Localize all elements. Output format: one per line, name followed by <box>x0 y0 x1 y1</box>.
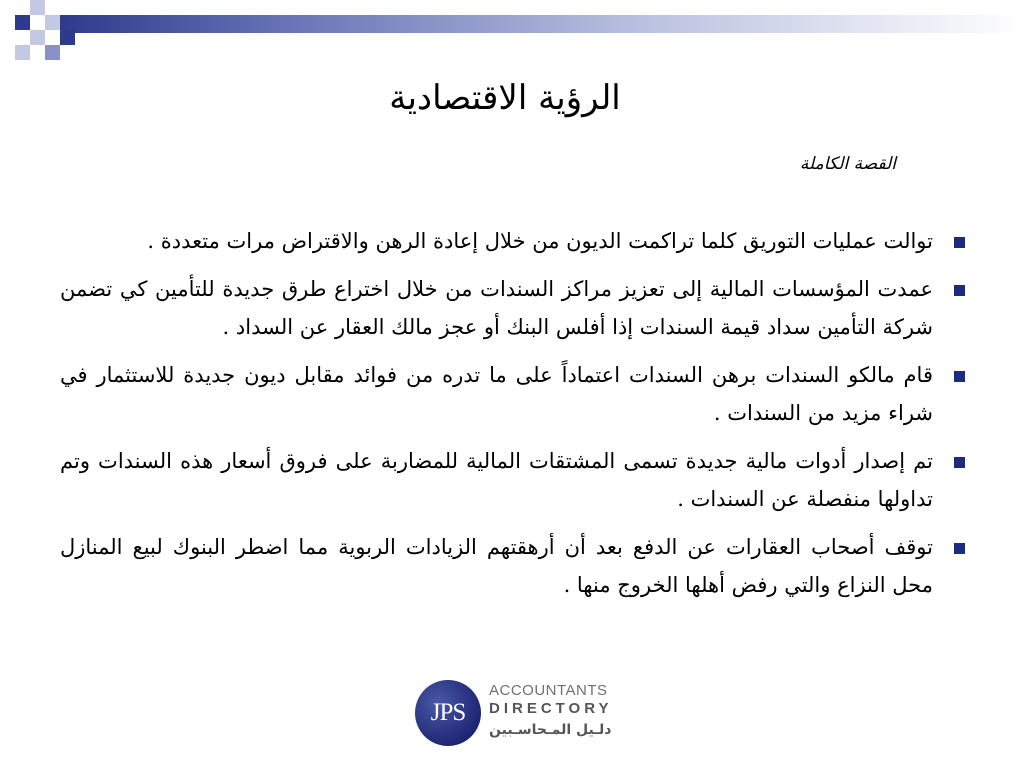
logo-arabic-text: دلـيل المـحاسـبين <box>489 722 612 738</box>
bullet-text: تم إصدار أدوات مالية جديدة تسمى المشتقات المالية للمضاربة على فروق أسعار هذه السندات وتم تداولها منفصلة عن السندات . <box>60 449 933 511</box>
decor-square <box>15 15 30 30</box>
bullet-item <box>60 528 965 604</box>
bullet-item <box>60 442 965 518</box>
square-bullet-icon <box>954 237 965 248</box>
jps-logo <box>415 680 635 750</box>
header-band <box>60 15 1024 33</box>
square-bullet-icon <box>954 457 965 468</box>
slide-title: الرؤية الاقتصادية <box>389 78 621 118</box>
decor-square <box>45 45 60 60</box>
bullet-item <box>60 356 965 432</box>
bullet-list <box>60 222 965 614</box>
bullet-text: توقف أصحاب العقارات عن الدفع بعد أن أرهقتهم الزيادات الربوية مما اضطر البنوك لبيع المنازل محل النزاع والتي رفض أهلها الخروج منها . <box>60 535 933 597</box>
logo-accountants-text: ACCOUNTANTS <box>489 682 608 699</box>
decor-square <box>30 0 45 15</box>
decor-square <box>45 15 60 30</box>
square-bullet-icon <box>954 285 965 296</box>
bullet-item <box>60 222 965 260</box>
logo-emblem: JPS <box>415 680 481 746</box>
bullet-text: قام مالكو السندات برهن السندات اعتماداً على ما تدره من فوائد مقابل ديون جديدة للاستثمار في شراء مزيد من السندات . <box>60 363 933 425</box>
bullet-text: توالت عمليات التوريق كلما تراكمت الديون من خلال إعادة الرهن والاقتراض مرات متعددة . <box>147 229 933 253</box>
square-bullet-icon <box>954 543 965 554</box>
square-bullet-icon <box>954 371 965 382</box>
logo-directory-text: DIRECTORY <box>489 700 613 717</box>
bullet-text: عمدت المؤسسات المالية إلى تعزيز مراكز السندات من خلال اختراع طرق جديدة للتأمين كي تضمن شركة التأمين سداد قيمة السندات إذا أفلس البنك أو عجز مالك العقار عن السداد . <box>60 277 933 339</box>
decor-square <box>15 45 30 60</box>
decor-square <box>30 30 45 45</box>
decor-square <box>60 30 75 45</box>
slide-subtitle: القصة الكاملة <box>799 154 896 174</box>
bullet-item <box>60 270 965 346</box>
